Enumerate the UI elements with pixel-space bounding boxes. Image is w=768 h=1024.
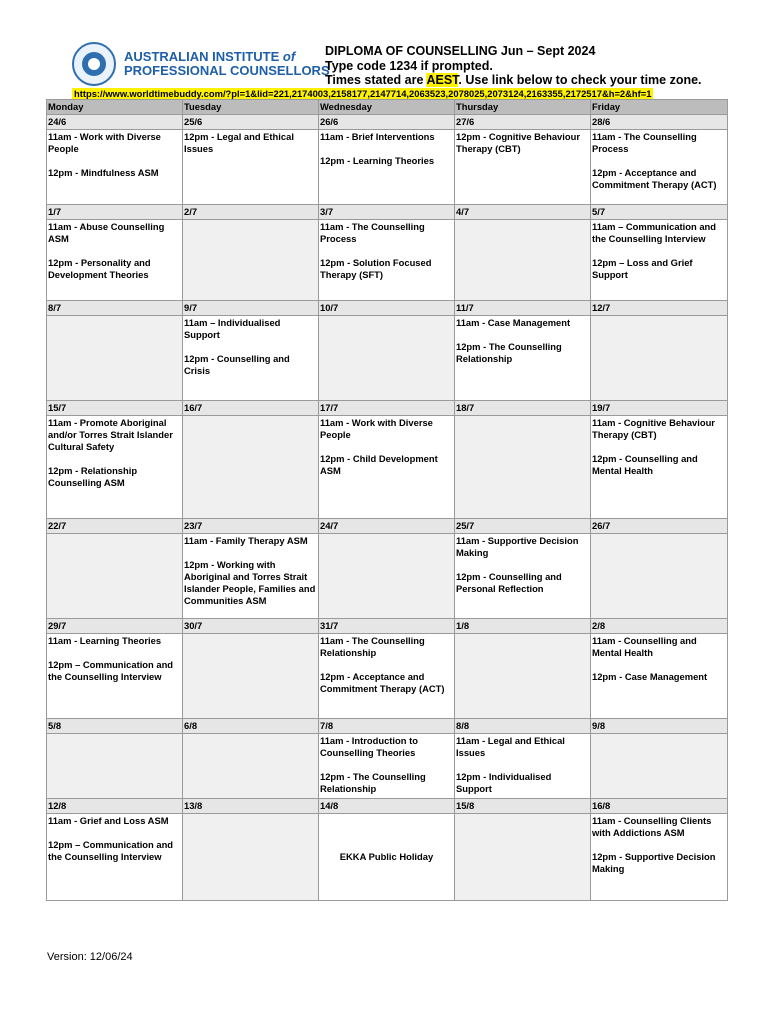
session-entry: 11am - Legal and Ethical Issues — [456, 735, 565, 758]
session-cell — [319, 130, 455, 205]
session-cell — [183, 220, 319, 301]
session-entry: 12pm - Supportive Decision Making — [592, 851, 716, 874]
session-entry: 12pm - Personality and Development Theories — [48, 257, 151, 280]
session-cell — [183, 534, 319, 619]
date-cell: 10/7 — [319, 301, 455, 316]
date-cell: 13/8 — [183, 799, 319, 814]
session-cell — [591, 634, 728, 719]
session-entry: 12pm - Counselling and Mental Health — [592, 453, 698, 476]
session-entry: 12pm - Counselling and Crisis — [184, 353, 290, 376]
day-header: Wednesday — [319, 100, 455, 115]
session-row — [47, 220, 728, 301]
session-entry: 12pm - The Counselling Relationship — [320, 771, 426, 794]
session-cell — [47, 634, 183, 719]
session-entry: 12pm - Counselling and Personal Reflection — [456, 571, 562, 594]
date-cell: 8/7 — [47, 301, 183, 316]
date-cell: 7/8 — [319, 719, 455, 734]
session-cell — [455, 316, 591, 401]
date-cell: 26/6 — [319, 115, 455, 130]
org-name: AUSTRALIAN INSTITUTE of PROFESSIONAL COUNSELLORS — [124, 49, 330, 78]
date-cell: 2/7 — [183, 205, 319, 220]
timezone-link[interactable]: https://www.worldtimebuddy.com/?pl=1&lid=221,2174003,2158177,2147714,2063523,2078025,2073124,2163355,2172517&h=2&hf=1 — [74, 88, 652, 99]
session-entry: 12pm - Learning Theories — [320, 155, 435, 166]
date-cell: 18/7 — [455, 401, 591, 416]
session-entry: 11am - Brief Interventions — [320, 131, 435, 142]
day-header: Friday — [591, 100, 728, 115]
session-cell — [47, 814, 183, 901]
day-header-row — [47, 100, 728, 115]
date-row — [47, 401, 728, 416]
date-cell: 24/7 — [319, 519, 455, 534]
session-entry: 11am – Individualised Support — [184, 317, 281, 340]
session-cell — [455, 416, 591, 519]
date-cell: 11/7 — [455, 301, 591, 316]
date-cell: 26/7 — [591, 519, 728, 534]
date-row — [47, 115, 728, 130]
session-entry: 11am – Communication and the Counselling Interview — [592, 221, 716, 244]
date-cell: 9/7 — [183, 301, 319, 316]
session-row — [47, 634, 728, 719]
session-entry: 12pm - Solution Focused Therapy (SFT) — [320, 257, 432, 280]
session-cell — [319, 814, 455, 901]
session-cell — [591, 734, 728, 799]
session-entry: 12pm - Individualised Support — [456, 771, 552, 794]
date-cell: 27/6 — [455, 115, 591, 130]
date-cell: 1/8 — [455, 619, 591, 634]
date-cell: 16/8 — [591, 799, 728, 814]
session-row — [47, 130, 728, 205]
session-cell — [591, 220, 728, 301]
session-row — [47, 316, 728, 401]
date-cell: 3/7 — [319, 205, 455, 220]
session-entry: 11am - Counselling Clients with Addictions ASM — [592, 815, 712, 838]
page-title: DIPLOMA OF COUNSELLING Jun – Sept 2024 — [325, 44, 596, 58]
session-row — [47, 416, 728, 519]
session-entry: 11am - Family Therapy ASM — [184, 535, 308, 546]
date-cell: 31/7 — [319, 619, 455, 634]
schedule-table — [46, 99, 728, 901]
session-entry: 11am - The Counselling Process — [592, 131, 697, 154]
day-header: Monday — [47, 100, 183, 115]
date-row — [47, 205, 728, 220]
session-cell — [47, 130, 183, 205]
date-cell: 6/8 — [183, 719, 319, 734]
session-cell — [455, 734, 591, 799]
date-cell: 9/8 — [591, 719, 728, 734]
date-cell: 1/7 — [47, 205, 183, 220]
date-cell: 25/7 — [455, 519, 591, 534]
session-cell — [183, 416, 319, 519]
date-row — [47, 799, 728, 814]
session-row — [47, 734, 728, 799]
title-block — [325, 44, 702, 88]
date-row — [47, 301, 728, 316]
session-cell — [591, 534, 728, 619]
session-entry: 11am - The Counselling Process — [320, 221, 425, 244]
session-cell — [319, 734, 455, 799]
document-header — [0, 0, 768, 100]
session-cell — [591, 316, 728, 401]
date-cell: 5/8 — [47, 719, 183, 734]
date-cell: 25/6 — [183, 115, 319, 130]
session-cell — [591, 814, 728, 901]
session-cell — [319, 220, 455, 301]
date-cell: 5/7 — [591, 205, 728, 220]
session-entry: 11am - Learning Theories — [48, 635, 162, 646]
session-cell — [47, 316, 183, 401]
session-entry: 11am - Supportive Decision Making — [456, 535, 579, 558]
date-cell: 17/7 — [319, 401, 455, 416]
session-entry: 12pm – Loss and Grief Support — [592, 257, 693, 280]
session-cell — [455, 634, 591, 719]
date-cell: 12/7 — [591, 301, 728, 316]
session-entry: 12pm - Child Development ASM — [320, 453, 438, 476]
date-cell: 19/7 — [591, 401, 728, 416]
date-cell: 29/7 — [47, 619, 183, 634]
date-cell: 2/8 — [591, 619, 728, 634]
session-cell — [455, 534, 591, 619]
code-note: Type code 1234 if prompted. — [325, 58, 493, 73]
session-cell — [455, 130, 591, 205]
session-cell — [183, 316, 319, 401]
date-cell: 28/6 — [591, 115, 728, 130]
session-entry: 12pm - Relationship Counselling ASM — [48, 465, 138, 488]
session-row — [47, 534, 728, 619]
date-cell: 12/8 — [47, 799, 183, 814]
session-cell — [591, 130, 728, 205]
date-cell: 15/8 — [455, 799, 591, 814]
session-entry: 12pm - Legal and Ethical Issues — [184, 131, 294, 154]
session-cell — [319, 634, 455, 719]
session-entry: 11am - Abuse Counselling ASM — [48, 221, 165, 244]
session-entry: 12pm - Cognitive Behaviour Therapy (CBT) — [456, 131, 580, 154]
date-cell: 16/7 — [183, 401, 319, 416]
date-row — [47, 719, 728, 734]
session-entry: 12pm - Working with Aboriginal and Torres Strait Islander People, Families and Communities ASM — [184, 559, 316, 606]
date-cell: 8/8 — [455, 719, 591, 734]
session-entry: 12pm - Acceptance and Commitment Therapy (ACT) — [592, 167, 717, 190]
version-label: Version: 12/06/24 — [47, 951, 133, 963]
session-entry: 11am - Cognitive Behaviour Therapy (CBT) — [592, 417, 715, 440]
date-cell: 22/7 — [47, 519, 183, 534]
date-cell: 24/6 — [47, 115, 183, 130]
session-entry: 11am - Case Management — [456, 317, 571, 328]
day-header: Thursday — [455, 100, 591, 115]
date-cell: 23/7 — [183, 519, 319, 534]
date-cell: 14/8 — [319, 799, 455, 814]
session-entry: 12pm - Acceptance and Commitment Therapy (ACT) — [320, 671, 445, 694]
session-entry: 12pm - Case Management — [592, 671, 708, 682]
session-cell — [47, 534, 183, 619]
day-header: Tuesday — [183, 100, 319, 115]
aipc-logo — [72, 42, 330, 86]
session-entry: 11am - Counselling and Mental Health — [592, 635, 697, 658]
session-entry: 11am - Introduction to Counselling Theories — [320, 735, 418, 758]
date-cell: 15/7 — [47, 401, 183, 416]
session-cell — [591, 416, 728, 519]
holiday-label: EKKA Public Holiday — [339, 851, 434, 862]
session-cell — [47, 734, 183, 799]
session-entry: 12pm – Communication and the Counselling Interview — [48, 839, 174, 862]
session-entry: 11am - Work with Diverse People — [48, 131, 161, 154]
session-entry: 12pm – Communication and the Counselling Interview — [48, 659, 174, 682]
session-row — [47, 814, 728, 901]
session-cell — [455, 814, 591, 901]
date-row — [47, 519, 728, 534]
session-entry: 11am - Work with Diverse People — [320, 417, 433, 440]
session-cell — [47, 416, 183, 519]
date-cell: 4/7 — [455, 205, 591, 220]
session-cell — [319, 416, 455, 519]
session-entry: 12pm - Mindfulness ASM — [48, 167, 159, 178]
aest-highlight: AEST — [426, 73, 459, 87]
session-cell — [319, 316, 455, 401]
session-cell — [183, 814, 319, 901]
session-entry: 11am - Promote Aboriginal and/or Torres Strait Islander Cultural Safety — [48, 417, 173, 452]
session-cell — [183, 130, 319, 205]
session-cell — [455, 220, 591, 301]
date-row — [47, 619, 728, 634]
logo-emblem-icon — [72, 42, 116, 86]
date-cell: 30/7 — [183, 619, 319, 634]
session-cell — [183, 634, 319, 719]
session-cell — [183, 734, 319, 799]
session-entry: 11am - Grief and Loss ASM — [48, 815, 169, 826]
timezone-note: Times stated are AEST. Use link below to check your time zone. — [325, 73, 702, 87]
session-cell — [319, 534, 455, 619]
session-entry: 12pm - The Counselling Relationship — [456, 341, 562, 364]
session-entry: 11am - The Counselling Relationship — [320, 635, 425, 658]
session-cell — [47, 220, 183, 301]
